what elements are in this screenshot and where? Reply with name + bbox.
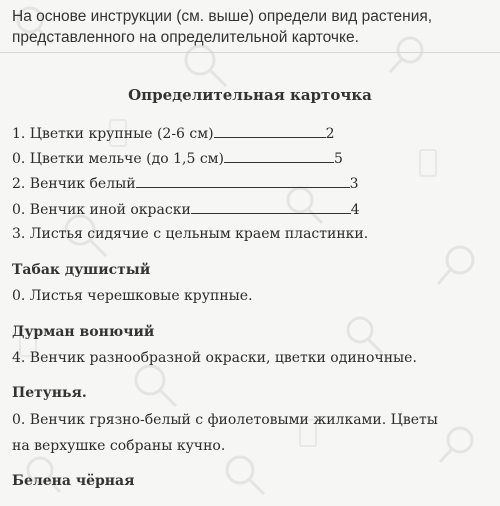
key-row: 4. Венчик разнообразной окраски, цветки одиночные. bbox=[12, 350, 417, 366]
key-row-text: 1. Цветки крупные (2-6 см) bbox=[12, 126, 214, 142]
key-row bbox=[12, 124, 335, 143]
divider bbox=[0, 52, 500, 53]
species-name: Петунья. bbox=[12, 385, 87, 401]
fill-line bbox=[214, 124, 326, 138]
key-row bbox=[12, 200, 360, 219]
key-row-target: 5 bbox=[334, 151, 343, 167]
key-row-target: 4 bbox=[350, 202, 360, 218]
fill-line bbox=[224, 149, 334, 163]
key-row: на верхушке собраны кучно. bbox=[12, 438, 226, 454]
key-row bbox=[12, 174, 359, 193]
species-name: Дурман вонючий bbox=[12, 324, 155, 340]
key-row-text: 0. Цветки мельче (до 1,5 см) bbox=[12, 151, 225, 167]
key-row: 3. Листья сидячие с цельным краем пластинки. bbox=[12, 226, 369, 242]
key-row-text: 2. Венчик белый bbox=[12, 176, 136, 192]
key-row bbox=[12, 149, 343, 168]
prompt-line-2: представленного на определительной карточке. bbox=[12, 29, 359, 46]
key-row-text: 0. Венчик иной окраски bbox=[12, 202, 191, 218]
prompt-line-1: На основе инструкции (см. выше) определи вид растения, bbox=[12, 8, 433, 25]
question-prompt bbox=[12, 6, 492, 48]
species-name: Табак душистый bbox=[12, 262, 151, 278]
key-row: 0. Листья черешковые крупные. bbox=[12, 288, 253, 304]
fill-line bbox=[136, 174, 350, 188]
fill-line bbox=[191, 200, 351, 214]
key-row: 0. Венчик грязно-белый с фиолетовыми жилками. Цветы bbox=[12, 412, 438, 428]
key-row-target: 2 bbox=[325, 126, 335, 142]
key-row-target: 3 bbox=[349, 176, 359, 192]
card-title: Определительная карточка bbox=[128, 86, 372, 104]
species-name: Белена чёрная bbox=[12, 473, 135, 489]
